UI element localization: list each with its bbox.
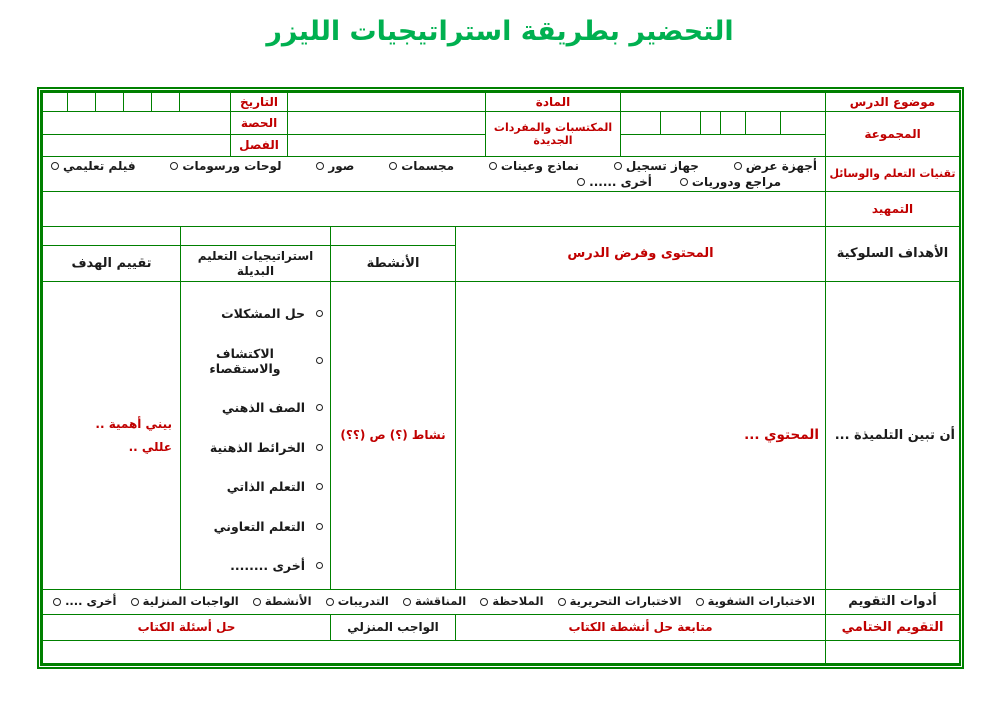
- option-circle-icon: [253, 598, 261, 606]
- strategy-label: التعلم الذاتي: [226, 479, 305, 494]
- lesson-plan-table: [37, 87, 964, 669]
- eval-tool-label: أخرى ....: [65, 594, 117, 609]
- empty-cell: [620, 134, 826, 157]
- tech-option-label: مراجع ودوريات: [691, 174, 781, 189]
- date-cell: [67, 92, 96, 112]
- strategies-header: استراتيجيات التعليم البديلة: [180, 245, 331, 282]
- activities-header: الأنشطة: [330, 245, 456, 282]
- intro-label: التمهيد: [825, 191, 960, 227]
- option-circle-icon: [614, 162, 622, 170]
- bullet-circle-icon: [316, 562, 323, 569]
- date-cell: [95, 92, 124, 112]
- option-circle-icon: [53, 598, 61, 606]
- strategy-label: الاكتشاف والاستقصاء: [209, 345, 281, 376]
- objectives-cell: أن تبين التلميذة ...: [825, 281, 960, 590]
- date-cell: [123, 92, 152, 112]
- option-circle-icon: [403, 598, 411, 606]
- date-label: التاريخ: [230, 92, 288, 112]
- tech-option: [577, 175, 652, 189]
- strategy-item: [185, 346, 323, 376]
- tech-options-line2: [43, 175, 825, 189]
- tech-option: [51, 159, 136, 173]
- empty-cell: [780, 111, 826, 135]
- tech-option-label: أخرى ......: [589, 174, 652, 189]
- option-circle-icon: [326, 598, 334, 606]
- tech-options-line1: [43, 159, 825, 173]
- bullet-circle-icon: [316, 310, 323, 317]
- tech-options-cell: [42, 156, 826, 192]
- strategy-label: أخرى ........: [230, 558, 305, 573]
- empty-bottom-label-cell: [825, 640, 960, 664]
- eval-tool-label: الأنشطة: [264, 594, 312, 609]
- eval-tool-label: الواجبات المنزلية: [142, 594, 239, 609]
- date-cell: [42, 92, 68, 112]
- period-label: الحصة: [230, 111, 288, 135]
- tech-option: [680, 175, 781, 189]
- option-circle-icon: [680, 178, 688, 186]
- eval-tool-label: التدريبات: [337, 594, 389, 609]
- strategy-label: حل المشكلات: [221, 306, 305, 321]
- final-eval-left-cell: حل أسئلة الكتاب: [42, 614, 331, 641]
- spacer-cell: [330, 226, 456, 246]
- subject-value-cell: [620, 92, 826, 112]
- empty-bottom-cell: [42, 640, 826, 664]
- bullet-circle-icon: [316, 404, 323, 411]
- lesson-subject-label: موضوع الدرس: [825, 92, 960, 112]
- tech-option-label: لوحات ورسومات: [182, 158, 282, 173]
- final-eval-label: التقويم الختامي: [825, 614, 960, 641]
- group-cell: [660, 111, 701, 135]
- eval-tool-option: [326, 595, 389, 609]
- eval-tools-cell: [42, 589, 826, 615]
- strategy-item: [185, 519, 323, 534]
- strategies-cell: [180, 281, 331, 590]
- option-circle-icon: [696, 598, 704, 606]
- empty-cell: [42, 134, 231, 157]
- option-circle-icon: [316, 162, 324, 170]
- eval-tool-label: المناقشة: [414, 594, 467, 609]
- bullet-circle-icon: [316, 357, 323, 364]
- strategy-item: [185, 558, 323, 573]
- tech-option-label: مجسمات: [401, 158, 455, 173]
- option-circle-icon: [131, 598, 139, 606]
- strategy-item: [185, 440, 323, 455]
- tech-option: [316, 159, 354, 173]
- group-cell: [620, 111, 661, 135]
- tech-option-label: صور: [328, 158, 355, 173]
- goal-eval-line2: عللي ..: [128, 439, 172, 454]
- subject-label: المادة: [485, 92, 621, 112]
- objectives-header: الأهداف السلوكية: [825, 226, 960, 282]
- tech-label: تقنيات التعلم والوسائل: [825, 156, 960, 192]
- goal-eval-cell: [42, 281, 181, 590]
- option-circle-icon: [480, 598, 488, 606]
- eval-tool-option: [403, 595, 466, 609]
- option-circle-icon: [389, 162, 397, 170]
- spacer-cell: [180, 226, 331, 246]
- goal-eval-header: تقييم الهدف: [42, 245, 181, 282]
- tech-option: [734, 159, 817, 173]
- tech-option: [614, 159, 699, 173]
- eval-tool-option: [131, 595, 239, 609]
- option-circle-icon: [558, 598, 566, 606]
- bullet-circle-icon: [316, 523, 323, 530]
- group-label: المجموعة: [825, 111, 960, 157]
- option-circle-icon: [577, 178, 585, 186]
- date-cell: [151, 92, 180, 112]
- eval-tools-options: [43, 590, 825, 614]
- eval-tool-option: [253, 595, 312, 609]
- tech-option-label: جهاز تسجيل: [625, 158, 699, 173]
- option-circle-icon: [734, 162, 742, 170]
- bullet-circle-icon: [316, 483, 323, 490]
- tech-option-label: فيلم تعليمي: [63, 158, 136, 173]
- eval-tool-label: الاختبارات الشفوية: [707, 594, 815, 609]
- empty-cell: [287, 92, 486, 112]
- group-cell: [720, 111, 746, 135]
- option-circle-icon: [489, 162, 497, 170]
- page-title: التحضير بطريقة استراتيجيات الليزر: [266, 16, 734, 47]
- group-cell: [700, 111, 721, 135]
- strategy-item: [185, 400, 323, 415]
- empty-cell: [287, 134, 486, 157]
- strategy-label: الخرائط الذهنية: [209, 439, 305, 455]
- strategies-list: [181, 282, 330, 589]
- intro-content-cell: [42, 191, 826, 227]
- goal-eval-line1: بيني أهمية ..: [95, 416, 172, 431]
- tech-option: [170, 159, 281, 173]
- bullet-circle-icon: [316, 444, 323, 451]
- strategy-item: [185, 479, 323, 494]
- eval-tool-label: الملاحظة: [492, 594, 544, 609]
- option-circle-icon: [170, 162, 178, 170]
- spacer-cell: [42, 226, 181, 246]
- group-cell: [745, 111, 781, 135]
- empty-cell: [287, 111, 486, 135]
- activities-cell: نشاط (؟) ص (؟؟): [330, 281, 456, 590]
- eval-tool-label: الاختبارات التحريرية: [569, 594, 682, 609]
- tech-option: [389, 159, 454, 173]
- eval-tools-label: أدوات التقويم: [825, 589, 960, 615]
- content-cell: المحتوي ...: [455, 281, 826, 590]
- eval-tool-option: [480, 595, 543, 609]
- option-circle-icon: [51, 162, 59, 170]
- tech-option: [489, 159, 579, 173]
- eval-tool-option: [53, 595, 116, 609]
- class-label: الفصل: [230, 134, 288, 157]
- final-eval-homework-cell: الواجب المنزلي: [330, 614, 456, 641]
- content-header: المحتوى وفرض الدرس: [455, 226, 826, 282]
- strategy-label: التعلم التعاوني: [213, 518, 305, 534]
- strategy-item: [185, 306, 323, 321]
- acquisitions-label: المكتسبات والمفردات الجديدة: [485, 111, 621, 157]
- final-eval-content-cell: متابعة حل أنشطة الكتاب: [455, 614, 826, 641]
- eval-tool-option: [558, 595, 682, 609]
- eval-tool-option: [696, 595, 815, 609]
- date-cell: [179, 92, 231, 112]
- strategy-label: الصف الذهني: [221, 400, 305, 415]
- tech-option-label: نماذج وعينات: [500, 158, 579, 173]
- tech-option-label: أجهزة عرض: [745, 158, 817, 173]
- empty-cell: [42, 111, 231, 135]
